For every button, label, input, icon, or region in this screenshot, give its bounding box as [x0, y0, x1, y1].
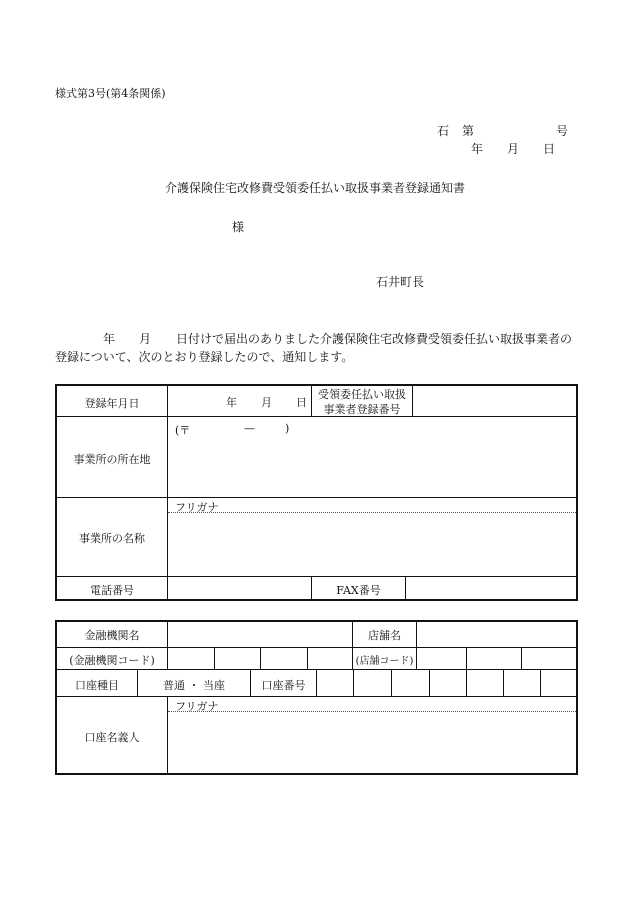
- office-address-label: 事業所の所在地: [73, 453, 151, 466]
- postal-close: ): [285, 422, 290, 435]
- account-type-value: 普通 ・ 当座: [163, 679, 225, 692]
- branch-code-label: (店舗コード): [355, 656, 414, 667]
- form-number: 様式第3号(第4条関係): [55, 87, 166, 100]
- addressee-suffix: 様: [232, 220, 245, 234]
- registration-date-label: 登録年月日: [84, 397, 140, 410]
- branch-name-label: 店舗名: [368, 629, 401, 642]
- account-holder-label: 口座名義人: [84, 731, 140, 744]
- registration-number-label-1: 受領委任払い取扱: [318, 388, 406, 401]
- reference-prefix: 石: [437, 124, 450, 138]
- registration-number-label-2: 事業者登録番号: [323, 403, 401, 416]
- reference-dai: 第: [462, 124, 475, 138]
- phone-label: 電話番号: [90, 584, 134, 597]
- registration-year: 年: [226, 396, 237, 409]
- body-month: 月: [139, 332, 152, 346]
- issue-date-day: 日: [543, 142, 556, 156]
- office-name-label: 事業所の名称: [79, 532, 145, 545]
- fax-label: FAX番号: [336, 584, 381, 597]
- body-year: 年: [103, 332, 116, 346]
- postal-open: (〒: [175, 424, 191, 437]
- office-name-furigana: フリガナ: [175, 501, 219, 514]
- holder-furigana: フリガナ: [175, 700, 219, 713]
- body-line1: 日付けで届出のありました介護保険住宅改修費受領委任払い取扱事業者の: [176, 332, 573, 346]
- bank-name-label: 金融機関名: [84, 629, 140, 642]
- document-title: 介護保険住宅改修費受領委任払い取扱事業者登録通知書: [164, 181, 465, 195]
- registration-day: 日: [296, 396, 307, 409]
- bank-code-label: (金融機関コード): [69, 654, 155, 667]
- registration-month: 月: [261, 396, 272, 409]
- reference-go: 号: [556, 124, 569, 138]
- account-number-label: 口座番号: [261, 679, 306, 692]
- sender-name: 石井町長: [376, 275, 425, 289]
- issue-date-month: 月: [507, 142, 520, 156]
- postal-dash: —: [244, 422, 255, 435]
- body-line2: 登録について、次のとおり登録したので、通知します。: [55, 350, 354, 364]
- issue-date-year: 年: [471, 142, 484, 156]
- account-type-label: 口座種目: [75, 679, 119, 692]
